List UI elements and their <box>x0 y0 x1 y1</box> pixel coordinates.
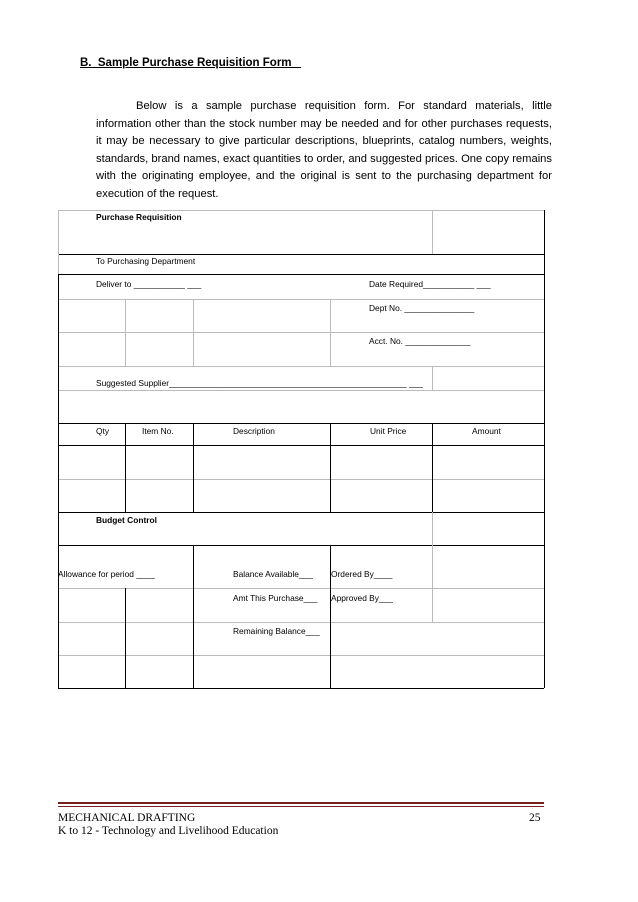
form-line <box>58 445 544 446</box>
form-line <box>330 545 331 688</box>
form-line <box>58 655 544 656</box>
form-line <box>58 423 544 424</box>
balance-available-field[interactable]: Balance Available___ <box>233 569 313 579</box>
deliver-to-field[interactable]: Deliver to ___________ ___ <box>96 279 202 289</box>
column-header-item-no: Item No. <box>142 426 174 436</box>
date-required-field[interactable]: Date Required___________ ___ <box>369 279 491 289</box>
form-line <box>330 423 331 512</box>
column-header-amount: Amount <box>472 426 501 436</box>
column-header-description: Description <box>233 426 275 436</box>
form-line <box>193 545 194 688</box>
intro-paragraph <box>96 98 552 204</box>
form-line <box>58 210 59 274</box>
footer-rule <box>58 806 544 807</box>
column-header-unit-price: Unit Price <box>370 426 407 436</box>
budget-control-heading: Budget Control <box>96 515 157 525</box>
form-line <box>125 588 126 688</box>
form-line <box>432 366 433 390</box>
form-line <box>58 332 544 333</box>
form-line <box>125 423 126 512</box>
form-line <box>58 366 544 367</box>
intro-paragraph-text: Below is a sample purchase requisition form. For standard materials, little information other than the stock number may be needed and for other purchases requests, it may be necessary to give particular descriptions, blueprints, catalog numbers, weights, standards, brand names, exact quantities to order, and suggested prices. One copy remains with the originating employee, and the original is sent to the purchasing department for execution of the request. <box>96 100 552 200</box>
form-line <box>125 299 126 366</box>
footer-subtitle: K to 12 - Technology and Livelihood Education <box>58 825 279 837</box>
form-line <box>58 274 59 688</box>
form-line <box>58 479 544 480</box>
form-line <box>58 274 544 275</box>
ordered-by-field[interactable]: Ordered By____ <box>331 569 393 579</box>
approved-by-field[interactable]: Approved By___ <box>331 593 393 603</box>
form-title: Purchase Requisition <box>96 212 182 222</box>
suggested-supplier-field[interactable]: Suggested Supplier___________________________________________________ ___ <box>96 378 423 388</box>
form-line <box>58 390 544 391</box>
section-heading: B. Sample Purchase Requisition Form <box>80 57 302 69</box>
form-line <box>58 545 544 546</box>
dept-no-field[interactable]: Dept No. _______________ <box>369 303 475 313</box>
form-line <box>193 423 194 512</box>
amt-this-purchase-field[interactable]: Amt This Purchase___ <box>233 593 318 603</box>
form-line <box>193 299 194 366</box>
form-line <box>58 299 544 300</box>
remaining-balance-field[interactable]: Remaining Balance___ <box>233 626 320 636</box>
form-line <box>330 299 331 366</box>
form-line <box>432 512 433 545</box>
form-line <box>58 622 544 623</box>
allowance-field[interactable]: Allowance for period ____ <box>58 569 155 579</box>
form-line <box>544 210 545 688</box>
form-line <box>58 512 544 513</box>
form-line <box>58 588 544 589</box>
page-number: 25 <box>529 812 541 824</box>
footer-title: MECHANICAL DRAFTING <box>58 812 196 824</box>
acct-no-field[interactable]: Acct. No. ______________ <box>369 336 471 346</box>
form-line <box>432 423 433 512</box>
form-line <box>58 254 544 255</box>
column-header-qty: Qty <box>96 426 110 436</box>
form-line <box>58 210 544 211</box>
to-purchasing-label: To Purchasing Department <box>96 256 196 266</box>
form-line <box>432 210 433 254</box>
form-line <box>432 545 433 622</box>
footer-rule <box>58 802 544 804</box>
form-line <box>58 688 544 689</box>
